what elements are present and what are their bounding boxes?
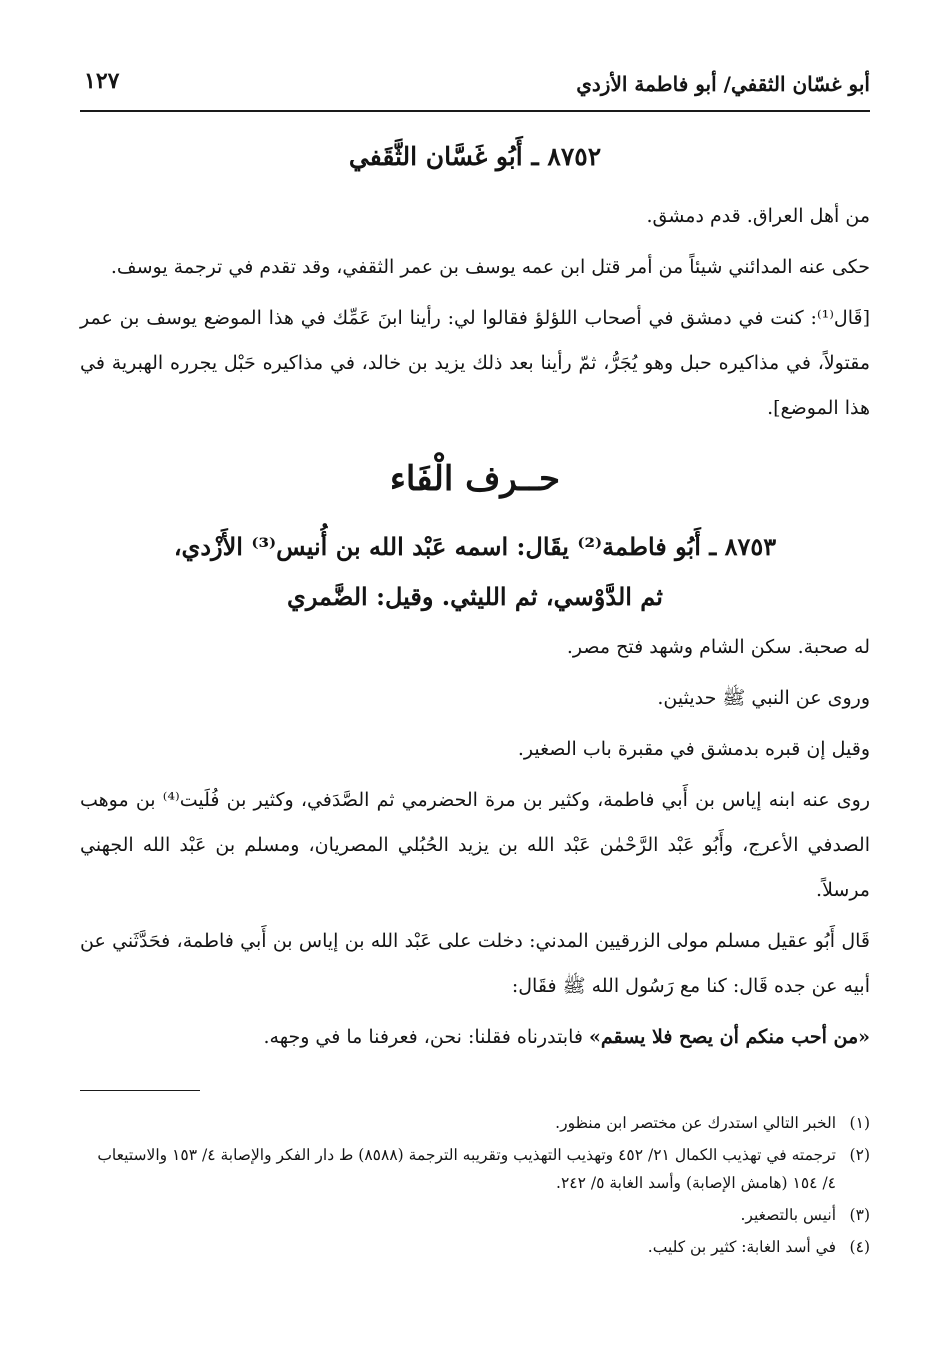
section-heading-faa: حــرف الْفَاء	[389, 458, 561, 499]
entry-8752-paragraph-1: من أهل العراق. قدم دمشق.	[646, 204, 870, 227]
running-head-title: أبو غسّان الثقفي/ أبو فاطمة الأزدي	[576, 72, 870, 96]
footnote	[80, 1233, 870, 1261]
footnote	[80, 1201, 870, 1229]
entry-8753-paragraph-1: له صحبة. سكن الشام وشهد فتح مصر.	[566, 635, 870, 658]
footnote-text: ترجمته في تهذيب الكمال ٢١/ ٤٥٢ وتهذيب التهذيب وتقريبه الترجمة (٨٥٨٨) ط دار الفكر والإصابة ٤/ ١٥٣ والاستيعاب ٤/ ١٥٤ (هامش الإصابة) وأسد الغابة ٥/ ٢٤٢.	[97, 1146, 836, 1192]
entry-8753-paragraph-5: قَال أَبُو عقيل مسلم مولى الزرقيين المدني: دخلت على عَبْد الله بن إياس بن أَبي فاطمة، فحَدَّثَني عن أبيه عن جده قَال: كنا مع رَسُول الله ﷺ فقَال:	[80, 929, 870, 997]
footnote	[80, 1109, 870, 1137]
hadith-continuation: فابتدرناه فقلنا: نحن، فعرفنا ما في وجهه.	[263, 1025, 590, 1048]
footnote-text: أنيس بالتصغير.	[740, 1206, 836, 1224]
entry-8753-paragraph-2: وروى عن النبي ﷺ حديثين.	[657, 686, 870, 709]
footnote	[80, 1141, 870, 1197]
entry-8753-paragraph-3: وقيل إن قبره بدمشق في مقبرة باب الصغير.	[517, 737, 870, 760]
footnote-separator	[80, 1090, 200, 1091]
entry-8753-paragraph-4: روى عنه ابنه إياس بن أَبي فاطمة، وكثير بن مرة الحضرمي ثم الصَّدَفي، وكثير بن فُلَيت⁽⁴⁾ بن موهب الصدفي الأعرج، وأَبُو عَبْد الرَّحْمٰن عَبْد الله بن يزيد الحُبُلي المصريان، ومسلم بن عَبْد الله الجهني مرسلاً.	[80, 788, 870, 901]
footnote-number: (٣)	[849, 1206, 870, 1224]
footnote-number: (١)	[849, 1114, 870, 1132]
hadith-quote: «من أحب منكم أن يصح فلا يسقم»	[589, 1025, 870, 1048]
footnotes	[80, 1090, 870, 1265]
main-text	[80, 138, 870, 1066]
entry-8752-title: ٨٧٥٢ ـ أَبُو غَسَّان الثَّقَفي	[348, 142, 602, 171]
entry-8753-paragraph-6	[80, 1015, 870, 1060]
footnote-text: الخبر التالي استدرك عن مختصر ابن منظور.	[555, 1114, 836, 1132]
entry-8753-title-line-1: ٨٧٥٣ ـ أَبُو فاطمة⁽²⁾ يقَال: اسمه عَبْد الله بن أُنيس⁽³⁾ الأَزْدي،	[173, 531, 777, 561]
entry-8753-title-line-2: ثم الدَّوْسي، ثم الليثي. وقيل: الضَّمري	[287, 581, 663, 611]
footnote-text: في أسد الغابة: كثير بن كليب.	[647, 1238, 836, 1256]
entry-8752-paragraph-3: [قَال⁽¹⁾: كنت في دمشق في أصحاب اللؤلؤ فقالوا لي: رأينا ابنَ عَمِّك في هذا الموضع يوسف بن عمر مقتولاً، في مذاكيره حبل وهو يُجَرُّ، ثمّ رأينا بعد ذلك يزيد بن خالد، في مذاكيره حَبْل يجرره الهبرية في هذا الموضع].	[80, 306, 870, 419]
footnote-number: (٢)	[849, 1146, 870, 1164]
running-head	[80, 60, 870, 112]
entry-8752-paragraph-2: حكى عنه المدائني شيئاً من أمر قتل ابن عمه يوسف بن عمر الثقفي، وقد تقدم في ترجمة يوسف.	[110, 255, 870, 278]
page-number: ١٢٧	[84, 68, 120, 94]
footnote-number: (٤)	[849, 1238, 870, 1256]
